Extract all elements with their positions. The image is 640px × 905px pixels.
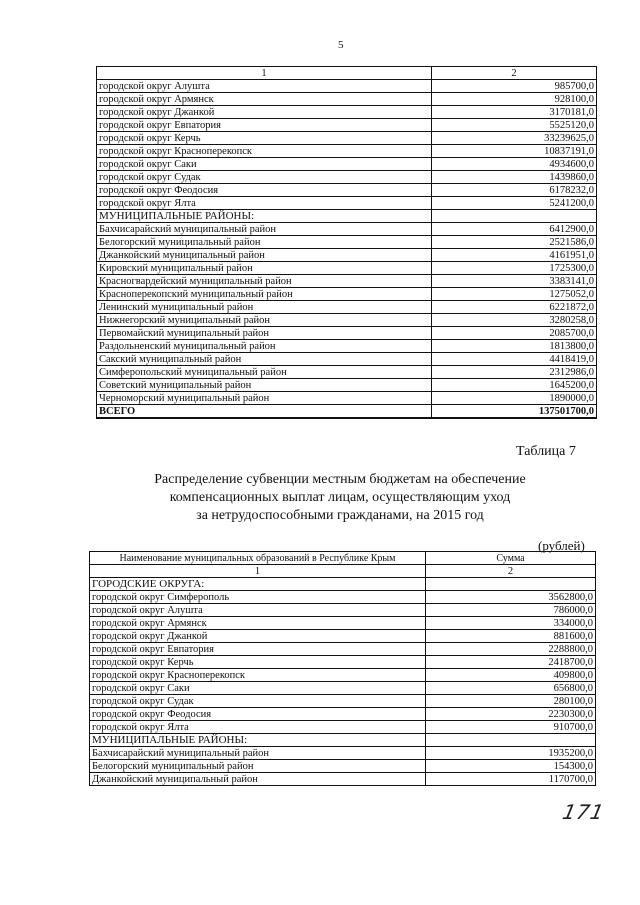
table-row (97, 275, 597, 288)
table-row (90, 630, 596, 643)
row-name-cell: городской округ Ялта (97, 197, 432, 210)
row-value-cell: 280100,0 (426, 695, 596, 708)
row-name-cell: МУНИЦИПАЛЬНЫЕ РАЙОНЫ: (90, 734, 426, 747)
row-name-cell: городской округ Саки (90, 682, 426, 695)
table-row (97, 158, 597, 171)
row-value-cell (426, 578, 596, 591)
table-row (90, 643, 596, 656)
table-heading (130, 471, 550, 525)
row-value-cell: 137501700,0 (432, 405, 597, 419)
row-name-cell: городской округ Джанкой (90, 630, 426, 643)
row-value-cell: 2230300,0 (426, 708, 596, 721)
row-value-cell: 1645200,0 (432, 379, 597, 392)
row-value-cell: 409800,0 (426, 669, 596, 682)
row-name-cell: Красногвардейский муниципальный район (97, 275, 432, 288)
row-name-cell: городской округ Евпатория (90, 643, 426, 656)
table-row (97, 366, 597, 379)
handwritten-mark: 171 (560, 800, 607, 824)
table-row (97, 197, 597, 210)
table-row (90, 591, 596, 604)
row-value-cell: 786000,0 (426, 604, 596, 617)
table-row (97, 340, 597, 353)
row-name-cell: Бахчисарайский муниципальный район (97, 223, 432, 236)
row-name-cell: городской округ Керчь (97, 132, 432, 145)
row-value-cell: 1813800,0 (432, 340, 597, 353)
row-name-cell: городской округ Джанкой (97, 106, 432, 119)
row-name-cell: МУНИЦИПАЛЬНЫЕ РАЙОНЫ: (97, 210, 432, 223)
row-value-cell: 5241200,0 (432, 197, 597, 210)
table-row (90, 669, 596, 682)
row-value-cell: 928100,0 (432, 93, 597, 106)
row-name-cell: Джанкойский муниципальный район (90, 773, 426, 786)
row-name-cell: городской округ Армянск (90, 617, 426, 630)
column-number-cell: 2 (432, 67, 597, 80)
row-value-cell (426, 734, 596, 747)
column-number-cell: 1 (90, 565, 426, 578)
table-row (97, 93, 597, 106)
row-value-cell: 4934600,0 (432, 158, 597, 171)
table-row (97, 236, 597, 249)
row-value-cell: 2085700,0 (432, 327, 597, 340)
row-value-cell: 2288800,0 (426, 643, 596, 656)
table-row (97, 301, 597, 314)
table-row (97, 379, 597, 392)
row-value-cell: 985700,0 (432, 80, 597, 93)
row-name-cell: городской округ Саки (97, 158, 432, 171)
row-name-cell: городской округ Симферополь (90, 591, 426, 604)
row-value-cell: 656800,0 (426, 682, 596, 695)
column-name-cell: Наименование муниципальных образований в Республике Крым (90, 552, 426, 565)
row-value-cell: 881600,0 (426, 630, 596, 643)
row-value-cell: 3170181,0 (432, 106, 597, 119)
row-name-cell: Симферопольский муниципальный район (97, 366, 432, 379)
row-value-cell: 10837191,0 (432, 145, 597, 158)
row-name-cell: городской округ Судак (97, 171, 432, 184)
column-name-row (90, 552, 596, 565)
row-value-cell: 1935200,0 (426, 747, 596, 760)
table-row (90, 721, 596, 734)
table-row (97, 132, 597, 145)
allocation-table-continued (96, 66, 597, 419)
row-value-cell: 910700,0 (426, 721, 596, 734)
row-name-cell: Красноперекопский муниципальный район (97, 288, 432, 301)
row-name-cell: Черноморский муниципальный район (97, 392, 432, 405)
row-value-cell: 6178232,0 (432, 184, 597, 197)
table-row (97, 145, 597, 158)
row-name-cell: Сакский муниципальный район (97, 353, 432, 366)
table-row (97, 392, 597, 405)
table-row (90, 760, 596, 773)
row-value-cell: 1890000,0 (432, 392, 597, 405)
row-name-cell: городской округ Керчь (90, 656, 426, 669)
table-row (90, 695, 596, 708)
row-value-cell: 1170700,0 (426, 773, 596, 786)
row-value-cell: 3280258,0 (432, 314, 597, 327)
table-row (90, 604, 596, 617)
row-name-cell: городской округ Алушта (90, 604, 426, 617)
row-name-cell: Белогорский муниципальный район (90, 760, 426, 773)
table-row (97, 171, 597, 184)
row-name-cell: Кировский муниципальный район (97, 262, 432, 275)
column-name-cell: Сумма (426, 552, 596, 565)
group-header-row (97, 210, 597, 223)
subvention-table (89, 551, 596, 786)
row-name-cell: Советский муниципальный район (97, 379, 432, 392)
table-row (97, 249, 597, 262)
table-row (97, 119, 597, 132)
row-value-cell: 1439860,0 (432, 171, 597, 184)
table-row (97, 184, 597, 197)
table-row (90, 682, 596, 695)
row-value-cell: 33239625,0 (432, 132, 597, 145)
table-row (90, 708, 596, 721)
row-name-cell: Белогорский муниципальный район (97, 236, 432, 249)
table-row (97, 223, 597, 236)
column-number-cell: 1 (97, 67, 432, 80)
table-row (90, 656, 596, 669)
row-name-cell: городской округ Феодосия (97, 184, 432, 197)
row-name-cell: городской округ Судак (90, 695, 426, 708)
column-number-row (90, 565, 596, 578)
row-name-cell: Джанкойский муниципальный район (97, 249, 432, 262)
row-name-cell: Ленинский муниципальный район (97, 301, 432, 314)
page-number: 5 (338, 39, 344, 51)
group-header-row (90, 734, 596, 747)
column-number-row (97, 67, 597, 80)
row-value-cell: 154300,0 (426, 760, 596, 773)
heading-line: Распределение субвенции местным бюджетам на обеспечение (154, 472, 526, 487)
table-row (97, 80, 597, 93)
table-row (90, 773, 596, 786)
row-name-cell: городской округ Армянск (97, 93, 432, 106)
row-name-cell: ГОРОДСКИЕ ОКРУГА: (90, 578, 426, 591)
row-value-cell: 4161951,0 (432, 249, 597, 262)
row-name-cell: городской округ Ялта (90, 721, 426, 734)
row-value-cell (432, 210, 597, 223)
row-value-cell: 6221872,0 (432, 301, 597, 314)
row-name-cell: Первомайский муниципальный район (97, 327, 432, 340)
row-value-cell: 334000,0 (426, 617, 596, 630)
table-number: Таблица 7 (516, 444, 576, 459)
column-number-cell: 2 (426, 565, 596, 578)
row-value-cell: 1725300,0 (432, 262, 597, 275)
table-row (97, 314, 597, 327)
table-row (97, 327, 597, 340)
row-name-cell: ВСЕГО (97, 405, 432, 419)
row-name-cell: Бахчисарайский муниципальный район (90, 747, 426, 760)
row-name-cell: городской округ Красноперекопск (97, 145, 432, 158)
row-value-cell: 3383141,0 (432, 275, 597, 288)
row-value-cell: 2312986,0 (432, 366, 597, 379)
total-row (97, 405, 597, 419)
row-name-cell: городской округ Евпатория (97, 119, 432, 132)
row-name-cell: городской округ Красноперекопск (90, 669, 426, 682)
table-row (90, 747, 596, 760)
row-name-cell: Нижнегорский муниципальный район (97, 314, 432, 327)
table-row (97, 353, 597, 366)
row-value-cell: 6412900,0 (432, 223, 597, 236)
units-label: (рублей) (538, 538, 585, 553)
row-name-cell: Раздольненский муниципальный район (97, 340, 432, 353)
row-value-cell: 1275052,0 (432, 288, 597, 301)
heading-line: компенсационных выплат лицам, осуществляющим уход (169, 490, 511, 505)
row-value-cell: 2521586,0 (432, 236, 597, 249)
row-name-cell: городской округ Алушта (97, 80, 432, 93)
row-value-cell: 2418700,0 (426, 656, 596, 669)
table-row (97, 262, 597, 275)
row-value-cell: 3562800,0 (426, 591, 596, 604)
group-header-row (90, 578, 596, 591)
row-value-cell: 4418419,0 (432, 353, 597, 366)
heading-line: за нетрудоспособными гражданами, на 2015 год (196, 508, 484, 523)
row-value-cell: 5525120,0 (432, 119, 597, 132)
row-name-cell: городской округ Феодосия (90, 708, 426, 721)
table-row (97, 288, 597, 301)
table-row (97, 106, 597, 119)
table-row (90, 617, 596, 630)
